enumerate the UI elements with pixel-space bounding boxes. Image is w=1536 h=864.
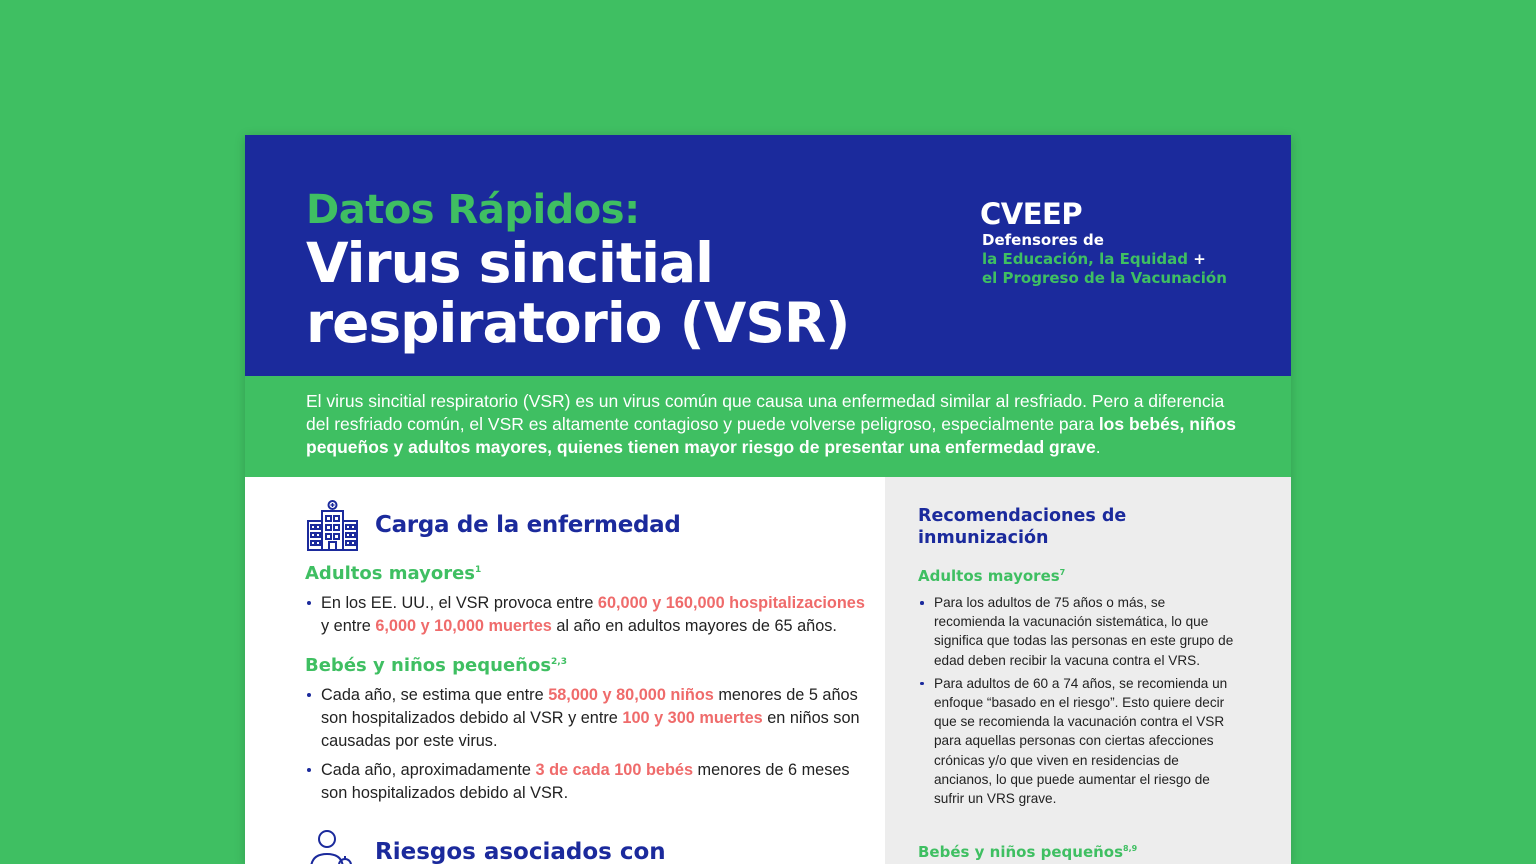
- list-item: [918, 674, 1238, 808]
- bullet-dot: [307, 768, 311, 772]
- eyebrow-title: Datos Rápidos:: [306, 187, 640, 233]
- kids-heading-text: Bebés y niños pequeños: [305, 655, 552, 676]
- intro-text: El virus sincitial respiratorio (VSR) es un virus común que causa una enfermedad similar al resfriado. Pero a diferencia del resfriado común, el VSR es altamente contagioso y puede volverse peligroso, especialmente para: [306, 391, 1225, 434]
- logo-name: CVEEP: [980, 197, 1083, 231]
- recommendations-title: Recomendaciones de inmunización: [918, 506, 1127, 548]
- burden-title: Carga de la enfermedad: [375, 512, 681, 538]
- bullet-text: y entre: [321, 617, 376, 635]
- recommendations-panel: [885, 477, 1291, 864]
- intro-band: [245, 376, 1291, 477]
- list-item: [918, 593, 1238, 670]
- intro-paragraph: [306, 390, 1246, 459]
- rec-kids-heading: [918, 843, 1137, 861]
- list-item: [305, 684, 875, 753]
- rec-kids-heading-text: Bebés y niños pequeños: [918, 843, 1124, 861]
- bullet-dot: [307, 601, 311, 605]
- stat-highlight: 3 de cada 100 bebés: [535, 761, 693, 779]
- bullet-dot: [307, 693, 311, 697]
- logo-line-1: Defensores de: [982, 231, 1104, 249]
- rec-adults-heading: [918, 567, 1065, 585]
- risks-title: Riesgos asociados con: [375, 839, 666, 864]
- hospital-icon: [305, 499, 360, 551]
- logo-plus: +: [1193, 250, 1206, 268]
- kids-ref: 2,3: [551, 657, 567, 667]
- rec-kids-ref: 8,9: [1123, 844, 1138, 853]
- list-item: [305, 592, 875, 638]
- person-virus-icon: [305, 829, 360, 864]
- cveep-logo: [980, 197, 1227, 288]
- logo-line-2-text: la Educación, la Equidad: [982, 250, 1188, 268]
- stat-highlight: 100 y 300 muertes: [622, 709, 763, 727]
- kids-heading: [305, 655, 567, 676]
- list-item: [305, 759, 875, 805]
- logo-line-2: [982, 250, 1227, 269]
- bullet-text: en niños son causadas por este virus.: [321, 709, 860, 750]
- bullet-text: menores de 5 años son hospitalizados debido al VSR y entre: [321, 686, 858, 727]
- bullet-text: menores de 6 meses son hospitalizados debido al VSR.: [321, 761, 850, 802]
- fact-sheet: [245, 135, 1291, 864]
- bullet-text: Cada año, aproximadamente: [321, 761, 536, 779]
- adults-list: [305, 592, 875, 644]
- stat-highlight: 58,000 y 80,000 niños: [548, 686, 714, 704]
- bullet-text: Para los adultos de 75 años o más, se recomienda la vacunación sistemática, lo que significa que todas las personas en este grupo de edad deben recibir la vacuna contra el VRS.: [934, 595, 1234, 668]
- burden-header: [305, 499, 681, 551]
- page-title: Virus sincitial respiratorio (VSR): [306, 231, 850, 355]
- bullet-text: al año en adultos mayores de 65 años.: [551, 617, 837, 635]
- adults-ref: 1: [475, 565, 482, 575]
- bullet-dot: [920, 601, 924, 605]
- bullet-dot: [920, 682, 924, 686]
- stat-highlight: 60,000 y 160,000 hospitalizaciones: [597, 594, 865, 612]
- rec-adults-heading-text: Adultos mayores: [918, 567, 1060, 585]
- intro-emphasis: los bebés, niños pequeños y adultos mayores, quienes tienen mayor riesgo de presentar una enfermedad grave: [306, 414, 1236, 457]
- intro-end: .: [1095, 437, 1101, 457]
- bullet-text: En los EE. UU., el VSR provoca entre: [321, 594, 598, 612]
- bullet-text: Para adultos de 60 a 74 años, se recomienda un enfoque “basado en el riesgo”. Esto quiere decir que se recomienda la vacunación contra el VSR para aquellas personas con ciertas afecciones crónicas y/o que viven en residencias de ancianos, lo que puede aumentar el riesgo de sufrir un VRS grave.: [934, 675, 1228, 807]
- adults-heading-text: Adultos mayores: [305, 563, 475, 584]
- risks-header: [305, 829, 666, 864]
- rec-adults-list: [918, 593, 1238, 812]
- bullet-text: Cada año, se estima que entre: [321, 686, 549, 704]
- kids-list: [305, 684, 875, 811]
- rec-adults-ref: 7: [1059, 568, 1066, 577]
- left-column: [245, 477, 885, 864]
- header-banner: [245, 135, 1291, 376]
- stat-highlight: 6,000 y 10,000 muertes: [375, 617, 552, 635]
- adults-heading: [305, 563, 481, 584]
- logo-line-3: el Progreso de la Vacunación: [982, 269, 1227, 287]
